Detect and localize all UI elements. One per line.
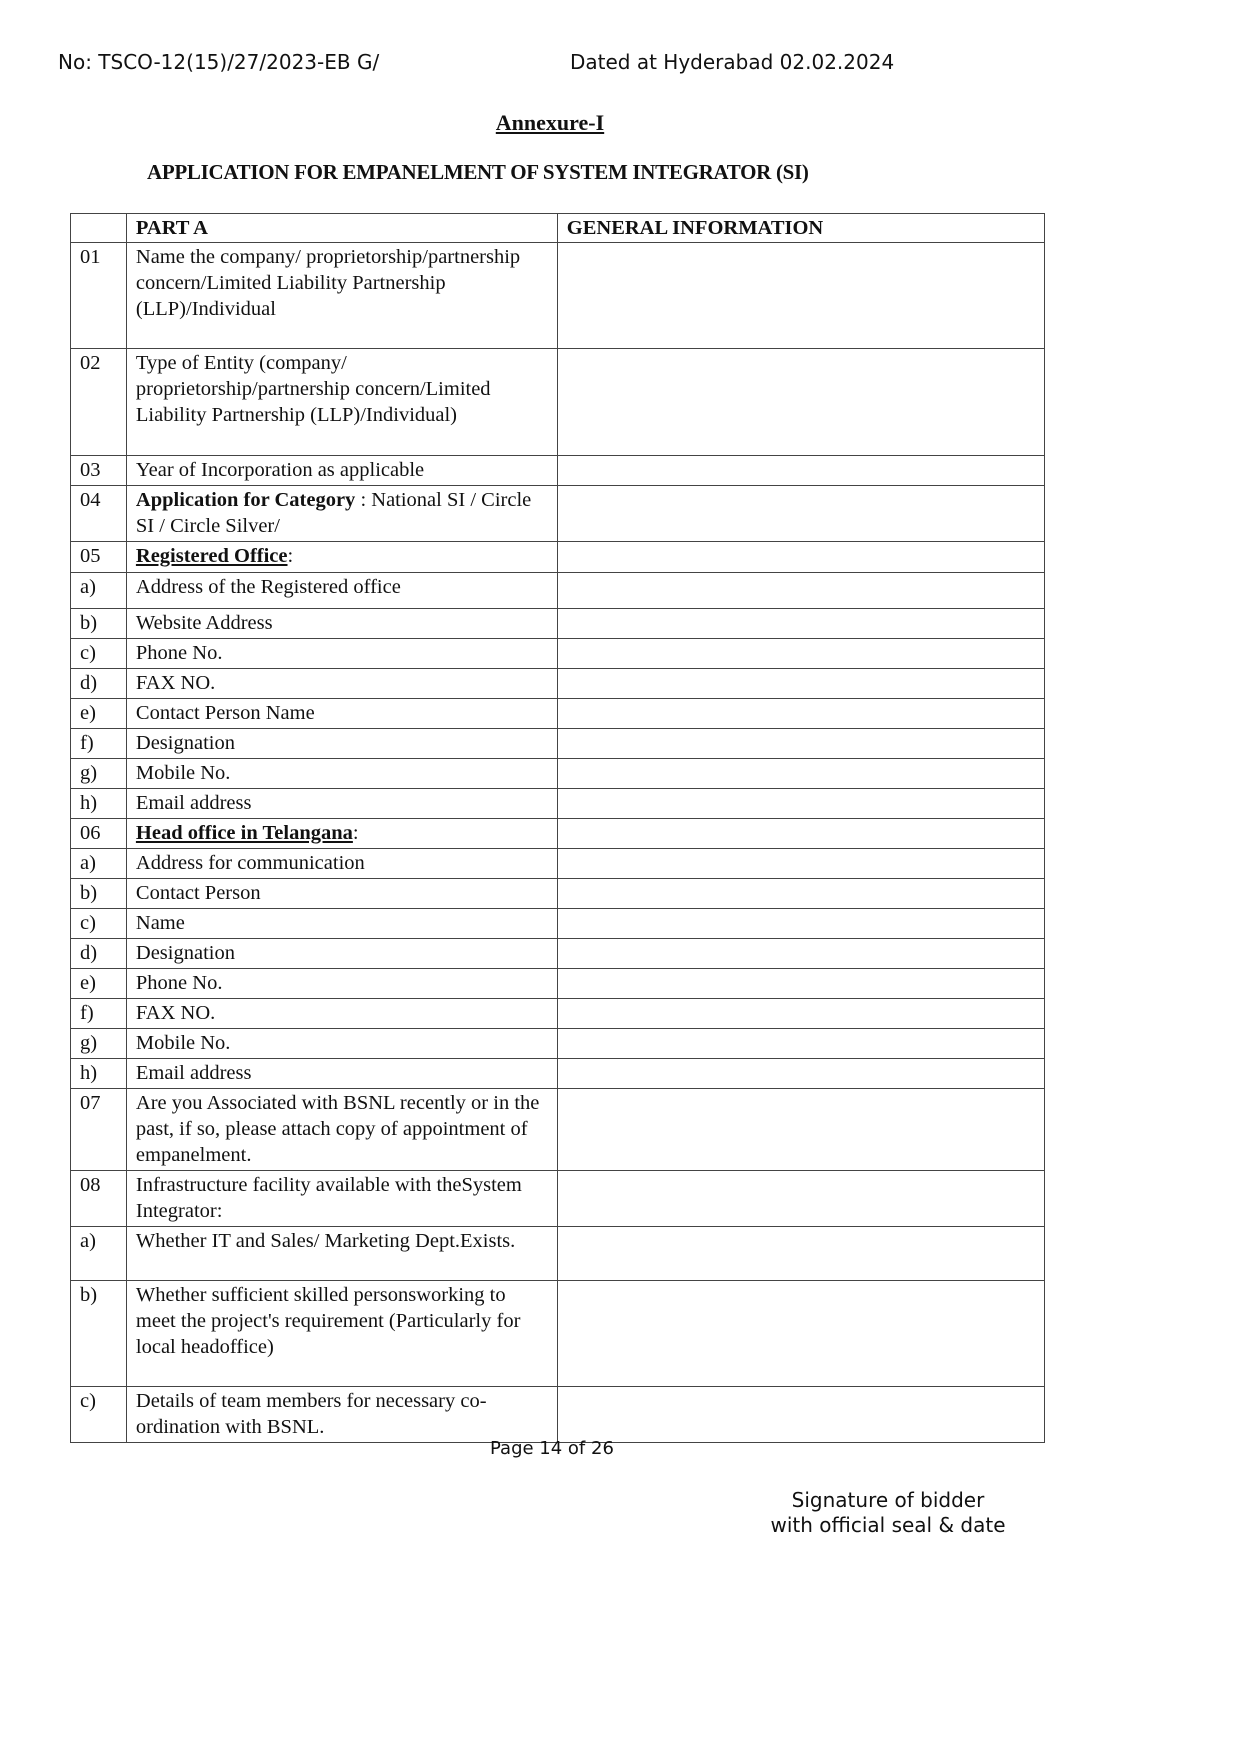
row-label bbox=[126, 699, 557, 729]
row-label-text: Designation bbox=[135, 942, 235, 964]
table-row bbox=[71, 1029, 1045, 1059]
row-label-text: Email address bbox=[135, 1062, 252, 1084]
row-label bbox=[126, 909, 557, 939]
row-value-field[interactable] bbox=[557, 1227, 1044, 1281]
row-number: 08 bbox=[71, 1171, 127, 1227]
row-label-text: Whether sufficient skilled personsworking to meet the project's requirement (Particularly for local headoffice) bbox=[135, 1284, 521, 1358]
row-number: 03 bbox=[71, 456, 127, 486]
row-label bbox=[126, 456, 557, 486]
row-value-field[interactable] bbox=[557, 969, 1044, 999]
table-row bbox=[71, 542, 1045, 573]
row-label-text: Type of Entity (company/ proprietorship/partnership concern/Limited Liability Partnership (LLP)/Individual) bbox=[135, 352, 491, 426]
table-row bbox=[71, 729, 1045, 759]
row-value-field[interactable] bbox=[557, 486, 1044, 542]
header-num bbox=[71, 214, 127, 243]
row-number: 02 bbox=[71, 349, 127, 456]
row-number: a) bbox=[71, 1227, 127, 1281]
table-row bbox=[71, 1281, 1045, 1387]
row-label-text: Name bbox=[135, 912, 185, 934]
table-row bbox=[71, 789, 1045, 819]
row-label bbox=[126, 759, 557, 789]
table-row bbox=[71, 609, 1045, 639]
row-value-field[interactable] bbox=[557, 699, 1044, 729]
row-number: b) bbox=[71, 1281, 127, 1387]
dated-line: Dated at Hyderabad 02.02.2024 bbox=[570, 50, 895, 74]
row-value-field[interactable] bbox=[557, 879, 1044, 909]
row-number: f) bbox=[71, 999, 127, 1029]
row-label bbox=[126, 1281, 557, 1387]
table-row bbox=[71, 486, 1045, 542]
row-value-field[interactable] bbox=[557, 1281, 1044, 1387]
row-label bbox=[126, 349, 557, 456]
row-label-bold: Registered Office bbox=[135, 545, 288, 567]
row-value-field[interactable] bbox=[557, 1089, 1044, 1171]
row-number: 06 bbox=[71, 819, 127, 849]
row-value-field[interactable] bbox=[557, 759, 1044, 789]
table-row bbox=[71, 999, 1045, 1029]
row-label bbox=[126, 573, 557, 609]
table-row bbox=[71, 1089, 1045, 1171]
row-value-field[interactable] bbox=[557, 939, 1044, 969]
row-label bbox=[126, 669, 557, 699]
row-label bbox=[126, 1089, 557, 1171]
row-label-text: Year of Incorporation as applicable bbox=[135, 459, 425, 481]
row-number: e) bbox=[71, 699, 127, 729]
table-row bbox=[71, 1171, 1045, 1227]
row-value-field[interactable] bbox=[557, 1059, 1044, 1089]
row-label bbox=[126, 969, 557, 999]
row-number: a) bbox=[71, 849, 127, 879]
row-number: c) bbox=[71, 639, 127, 669]
row-label bbox=[126, 789, 557, 819]
row-label-text: Infrastructure facility available with theSystem Integrator: bbox=[135, 1174, 522, 1222]
header-general-information: GENERAL INFORMATION bbox=[557, 214, 1044, 243]
row-number: 01 bbox=[71, 243, 127, 349]
table-row bbox=[71, 969, 1045, 999]
row-label bbox=[126, 999, 557, 1029]
row-number: d) bbox=[71, 669, 127, 699]
row-number: g) bbox=[71, 1029, 127, 1059]
row-number: c) bbox=[71, 1387, 127, 1443]
table-row bbox=[71, 1059, 1045, 1089]
row-label-text: : bbox=[287, 545, 294, 567]
row-label-text: FAX NO. bbox=[135, 672, 216, 694]
row-label bbox=[126, 243, 557, 349]
row-value-field[interactable] bbox=[557, 729, 1044, 759]
row-label bbox=[126, 1227, 557, 1281]
row-value-field[interactable] bbox=[557, 639, 1044, 669]
page-number: Page 14 of 26 bbox=[490, 1438, 614, 1459]
row-value-field[interactable] bbox=[557, 573, 1044, 609]
row-label bbox=[126, 609, 557, 639]
row-value-field[interactable] bbox=[557, 789, 1044, 819]
row-label-text: Phone No. bbox=[135, 972, 223, 994]
header-part-a: PART A bbox=[126, 214, 557, 243]
row-label bbox=[126, 486, 557, 542]
row-value-field[interactable] bbox=[557, 669, 1044, 699]
row-number: b) bbox=[71, 609, 127, 639]
row-label-text: : bbox=[352, 822, 359, 844]
row-value-field[interactable] bbox=[557, 1171, 1044, 1227]
row-value-field[interactable] bbox=[557, 609, 1044, 639]
row-label-text: Mobile No. bbox=[135, 762, 231, 784]
row-number: 05 bbox=[71, 542, 127, 573]
row-value-field[interactable] bbox=[557, 243, 1044, 349]
row-value-field[interactable] bbox=[557, 999, 1044, 1029]
row-number: f) bbox=[71, 729, 127, 759]
row-number: b) bbox=[71, 879, 127, 909]
row-value-field[interactable] bbox=[557, 819, 1044, 849]
row-number: h) bbox=[71, 1059, 127, 1089]
row-label-text: Address for communication bbox=[135, 852, 365, 874]
row-label-text: : National SI / Circle SI / Circle Silver/ bbox=[135, 489, 532, 537]
row-label bbox=[126, 639, 557, 669]
row-label-text: Website Address bbox=[135, 612, 273, 634]
table-row bbox=[71, 819, 1045, 849]
table-row bbox=[71, 909, 1045, 939]
application-title: APPLICATION FOR EMPANELMENT OF SYSTEM INTEGRATOR (SI) bbox=[147, 160, 809, 184]
row-label-text: Phone No. bbox=[135, 642, 223, 664]
table-row bbox=[71, 669, 1045, 699]
table-row bbox=[71, 1387, 1045, 1443]
row-label bbox=[126, 879, 557, 909]
row-label bbox=[126, 729, 557, 759]
row-label bbox=[126, 849, 557, 879]
row-label-text: Contact Person Name bbox=[135, 702, 315, 724]
row-number: e) bbox=[71, 969, 127, 999]
table-row bbox=[71, 879, 1045, 909]
row-number: d) bbox=[71, 939, 127, 969]
row-number: a) bbox=[71, 573, 127, 609]
row-label-text: Designation bbox=[135, 732, 235, 754]
row-value-field[interactable] bbox=[557, 909, 1044, 939]
table-row bbox=[71, 639, 1045, 669]
table-row bbox=[71, 456, 1045, 486]
table-row bbox=[71, 849, 1045, 879]
signature-line-1: Signature of bidder bbox=[791, 1488, 985, 1512]
table-row bbox=[71, 349, 1045, 456]
table-row bbox=[71, 939, 1045, 969]
table-row bbox=[71, 759, 1045, 789]
signature-block bbox=[748, 1488, 1028, 1538]
row-label bbox=[126, 1387, 557, 1443]
row-label-bold: Application for Category bbox=[135, 489, 356, 511]
reference-number: No: TSCO-12(15)/27/2023-EB G/ bbox=[58, 50, 380, 74]
row-label bbox=[126, 939, 557, 969]
row-number: 07 bbox=[71, 1089, 127, 1171]
application-form-table bbox=[70, 213, 1045, 1443]
row-number: 04 bbox=[71, 486, 127, 542]
table-header-row bbox=[71, 214, 1045, 243]
row-label bbox=[126, 1059, 557, 1089]
row-label-text: Mobile No. bbox=[135, 1032, 231, 1054]
row-label-text: Name the company/ proprietorship/partnership concern/Limited Liability Partnership (LLP)/Individual bbox=[135, 246, 521, 320]
row-value-field[interactable] bbox=[557, 1387, 1044, 1443]
table-row bbox=[71, 1227, 1045, 1281]
row-label-text: Email address bbox=[135, 792, 252, 814]
row-label bbox=[126, 1171, 557, 1227]
row-label bbox=[126, 542, 557, 573]
row-value-field[interactable] bbox=[557, 349, 1044, 456]
table-row bbox=[71, 243, 1045, 349]
row-number: c) bbox=[71, 909, 127, 939]
annexure-heading: Annexure-I bbox=[495, 110, 605, 135]
row-label bbox=[126, 1029, 557, 1059]
row-value-field[interactable] bbox=[557, 849, 1044, 879]
table-row bbox=[71, 573, 1045, 609]
signature-line-2: with official seal & date bbox=[770, 1513, 1006, 1537]
row-label-text: Are you Associated with BSNL recently or in the past, if so, please attach copy of appointment of empanelment. bbox=[135, 1092, 540, 1166]
row-number: g) bbox=[71, 759, 127, 789]
row-label-text: Contact Person bbox=[135, 882, 261, 904]
row-label-bold: Head office in Telangana bbox=[135, 822, 353, 844]
row-value-field[interactable] bbox=[557, 456, 1044, 486]
row-label-text: Whether IT and Sales/ Marketing Dept.Exists. bbox=[135, 1230, 516, 1252]
row-label bbox=[126, 819, 557, 849]
row-label-text: Details of team members for necessary co-ordination with BSNL. bbox=[135, 1390, 487, 1438]
row-label-text: Address of the Registered office bbox=[135, 576, 401, 598]
row-number: h) bbox=[71, 789, 127, 819]
row-value-field[interactable] bbox=[557, 1029, 1044, 1059]
row-label-text: FAX NO. bbox=[135, 1002, 216, 1024]
table-row bbox=[71, 699, 1045, 729]
row-value-field[interactable] bbox=[557, 542, 1044, 573]
